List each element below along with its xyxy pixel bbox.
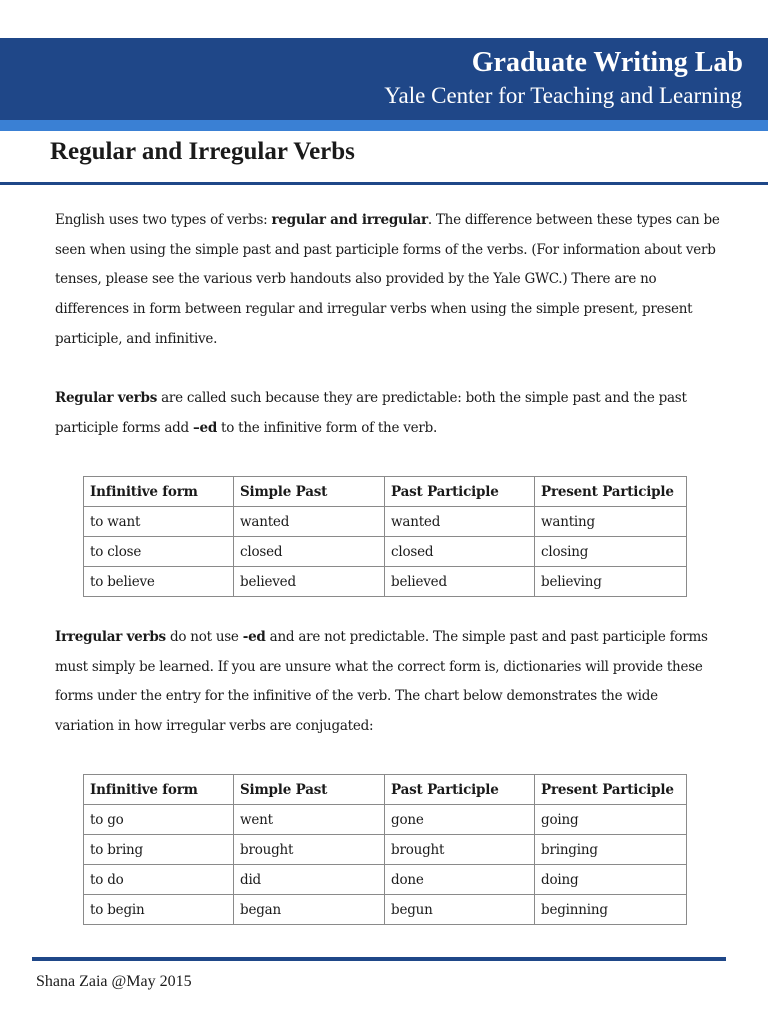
table-row xyxy=(84,895,687,925)
table-cell: to bring xyxy=(84,835,234,865)
table-cell: wanting xyxy=(535,507,687,537)
table-cell: to want xyxy=(84,507,234,537)
table-cell: believed xyxy=(385,567,535,597)
table-cell: doing xyxy=(535,865,687,895)
table-header-cell: Present Participle xyxy=(535,775,687,805)
table-cell: went xyxy=(234,805,385,835)
table-cell: closing xyxy=(535,537,687,567)
title-divider xyxy=(0,182,768,185)
table-cell: to go xyxy=(84,805,234,835)
intro-paragraph: English uses two types of verbs: regular and irregular. The difference between these types can be seen when using the simple past and past participle forms of the verbs. (For information about verb tenses, please see the various verb handouts also provided by the Yale GWC.) There are no differences in form between regular and irregular verbs when using the simple present, present participle, and infinitive. xyxy=(55,212,720,347)
regular-verbs-paragraph: Regular verbs are called such because they are predictable: both the simple past and the past participle forms add –ed to the infinitive form of the verb. xyxy=(55,390,687,436)
table-header-cell: Past Participle xyxy=(385,775,535,805)
table-header-cell: Simple Past xyxy=(234,775,385,805)
table-cell: brought xyxy=(385,835,535,865)
table-header-row xyxy=(84,477,687,507)
page-title: Regular and Irregular Verbs xyxy=(50,138,355,165)
lab-subtitle: Yale Center for Teaching and Learning xyxy=(384,83,742,108)
table-cell: done xyxy=(385,865,535,895)
table-row xyxy=(84,537,687,567)
table-cell: wanted xyxy=(385,507,535,537)
table-row xyxy=(84,835,687,865)
table-header-cell: Infinitive form xyxy=(84,477,234,507)
table-cell: began xyxy=(234,895,385,925)
irregular-verbs-paragraph: Irregular verbs do not use -ed and are not predictable. The simple past and past participle forms must simply be learned. If you are unsure what the correct form is, dictionaries will provide these forms under the entry for the infinitive of the verb. The chart below demonstrates the wide variation in how irregular verbs are conjugated: xyxy=(55,629,708,735)
table-cell: closed xyxy=(385,537,535,567)
table-row xyxy=(84,507,687,537)
table-cell: closed xyxy=(234,537,385,567)
regular-verbs-table xyxy=(83,476,687,597)
table-row xyxy=(84,805,687,835)
table-cell: to do xyxy=(84,865,234,895)
table-cell: bringing xyxy=(535,835,687,865)
table-cell: believing xyxy=(535,567,687,597)
table-header-row xyxy=(84,775,687,805)
table-cell: brought xyxy=(234,835,385,865)
table-header-cell: Past Participle xyxy=(385,477,535,507)
table-cell: begun xyxy=(385,895,535,925)
header-accent-stripe xyxy=(0,120,768,131)
table-row xyxy=(84,865,687,895)
table-row xyxy=(84,567,687,597)
table-cell: to believe xyxy=(84,567,234,597)
table-cell: wanted xyxy=(234,507,385,537)
table-cell: beginning xyxy=(535,895,687,925)
lab-title: Graduate Writing Lab xyxy=(471,47,743,78)
table-header-cell: Infinitive form xyxy=(84,775,234,805)
table-cell: going xyxy=(535,805,687,835)
table-header-cell: Present Participle xyxy=(535,477,687,507)
table-cell: believed xyxy=(234,567,385,597)
footer-divider xyxy=(32,957,726,961)
footer-author: Shana Zaia @May 2015 xyxy=(36,973,192,990)
table-cell: to begin xyxy=(84,895,234,925)
table-cell: did xyxy=(234,865,385,895)
table-cell: gone xyxy=(385,805,535,835)
irregular-verbs-table xyxy=(83,774,687,925)
table-cell: to close xyxy=(84,537,234,567)
table-header-cell: Simple Past xyxy=(234,477,385,507)
